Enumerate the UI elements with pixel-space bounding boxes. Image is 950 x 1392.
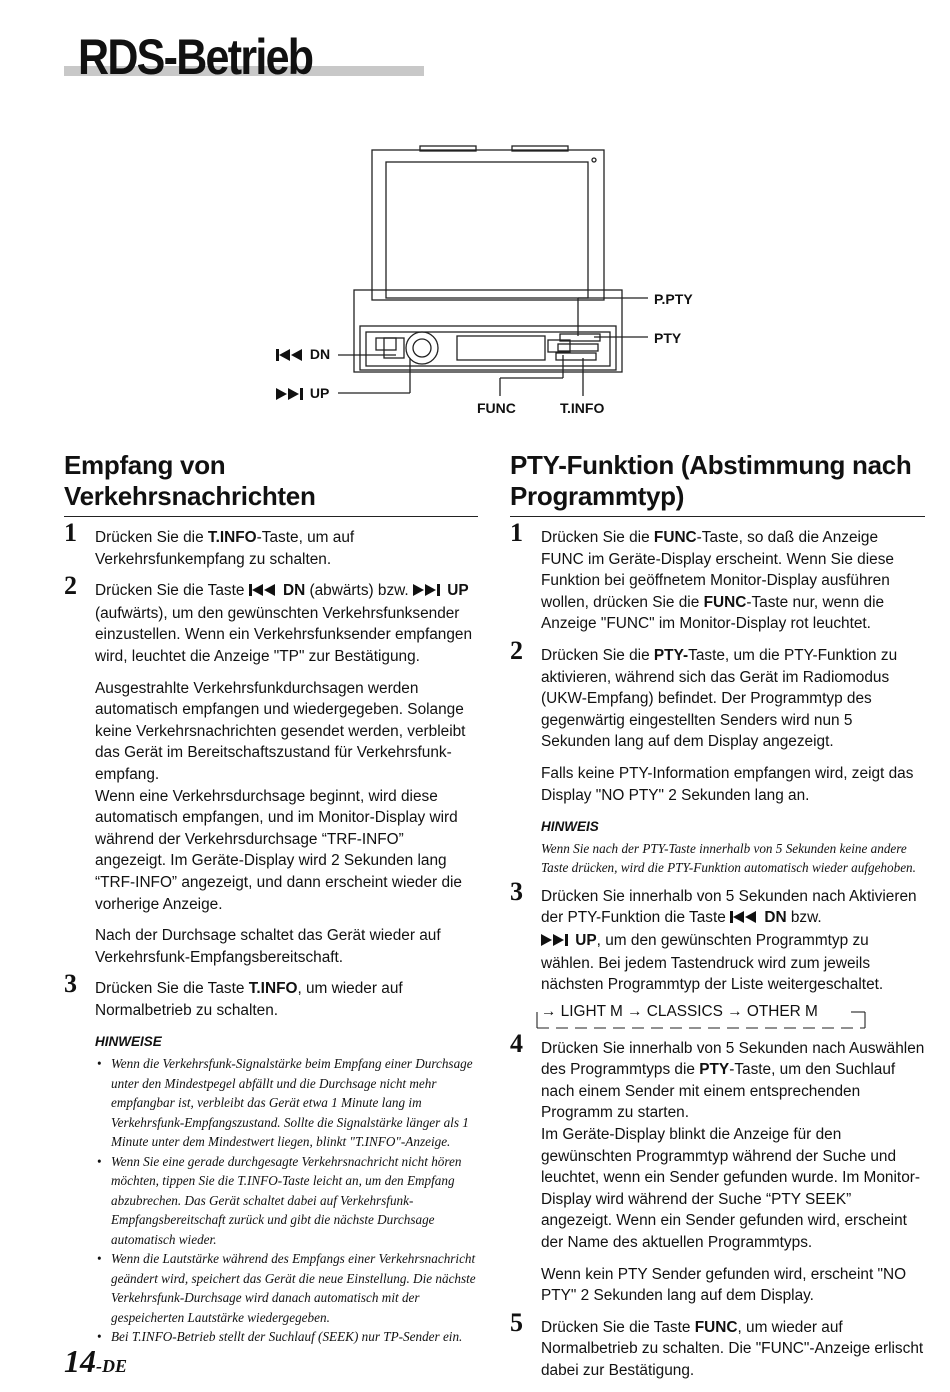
note-item: • Wenn die Verkehrsfunk-Signalstärke beim Empfang einer Durchsage unter den Mindestpegel abfällt und die Durchsage nicht mehr empfangbar ist, verbleibt das Gerät etwa 1 Minute lang im Verkehrsfunk-Empfangszustand. Sollte die Signalstärke länger als 1 Minute unter dem Mindestwert liegen, blinkt "T.INFO"-Anzeige. — [95, 1054, 478, 1152]
step-5: 5 Drücken Sie die Taste FUNC, um wieder auf Normalbetrieb zu schalten. Die "FUNC"-Anzeige erlischt dabei zur Bestätigung. — [510, 1307, 924, 1379]
pty-type: CLASSICS — [646, 1002, 723, 1020]
skip-back-icon — [730, 908, 760, 930]
step-number: 4 — [510, 1028, 523, 1058]
step-number: 1 — [510, 518, 523, 547]
note-item: • Bei T.INFO-Betrieb stellt der Suchlauf (SEEK) nur TP-Sender ein. — [95, 1327, 478, 1347]
skip-forward-icon — [276, 385, 306, 401]
label-pty: PTY — [654, 330, 682, 346]
paragraph: Falls keine PTY-Information empfangen wird, zeigt das Display "NO PTY" 2 Sekunden lang an. — [541, 764, 914, 804]
skip-back-icon — [249, 581, 279, 603]
paragraph: Ausgestrahlte Verkehrsfunkdurchsagen werden automatisch empfangen und wiedergegeben. Solange keine Verkehrsnachrichten gesendet werden, verbleibt das Gerät im Bereitschaftszustand für Verkehrsfunk-empfang. — [95, 679, 466, 783]
label-p-pty: P.PTY — [654, 291, 693, 307]
note-heading: HINWEIS — [541, 819, 599, 835]
step-number: 2 — [64, 571, 77, 601]
skip-forward-icon — [541, 931, 571, 953]
device-illustration — [0, 0, 950, 440]
step-number: 5 — [510, 1307, 523, 1337]
pty-sequence: → LIGHT M → CLASSICS → OTHER M — [541, 1002, 925, 1034]
step-number: 1 — [64, 518, 77, 547]
section-heading-traffic: Empfang von Verkehrsnachrichten — [64, 450, 478, 517]
step-number: 3 — [510, 876, 523, 906]
label-up: UP — [276, 385, 329, 401]
paragraph: Im Geräte-Display blinkt die Anzeige für den gewünschten Programmtyp während der Suche und leuchtet, wenn ein Sender gefunden wurde. Im Monitor-Display wird während der Suche “PTY SEEK” angezeigt. Wenn ein Sender gefunden wird, erscheint der Name des aktuellen Programmtyps. — [541, 1126, 921, 1252]
step-3: 3 Drücken Sie innerhalb von 5 Sekunden nach Aktivieren der PTY-Funktion die Taste DN bzw. UP, um den gewünschten Programmtyp zu wählen. Bei jedem Tastendruck wird zum jeweils nächsten Programmtyp der Liste weitergeschaltet. → LIGHT M → CLASSICS → OTHER M — [510, 886, 925, 1034]
label-t-info: T.INFO — [560, 400, 605, 416]
label-func: FUNC — [477, 400, 516, 416]
notes-heading: HINWEISE — [95, 1034, 162, 1050]
right-column — [510, 450, 925, 1392]
step-3: 3 Drücken Sie die Taste T.INFO, um wieder auf Normalbetrieb zu schalten. HINWEISE • Wenn die Verkehrsfunk-Signalstärke beim Empfang einer Durchsage unter den Mindestpegel abfällt und die Durchsage nicht mehr empfangbar ist, verbleibt das Gerät etwa 1 Minute lang im Verkehrsfunk-Empfangszustand. Sollte die Signalstärke länger als 1 Minute unter dem Mindestwert liegen, blinkt "T.INFO"-Anzeige. • Wenn Sie eine gerade durchgesagte Verkehrsnachricht nicht hören möchten, tippen Sie die T.INFO-Taste leicht an, um den Empfang abzubrechen. Das Gerät schaltet dabei auf Verkehrsfunk-Empfangsbereitschaft zurück und gibt die nächste Durchsage automatisch wieder. • Wenn die Lautstärke während des Empfangs einer Verkehrsnachricht geändert wird, speichert das Gerät die neue Einstellung. Die nächste Verkehrsfunk-Durchsage wird danach automatisch mit der gespeicherten Lautstärke wiedergegeben. • Bei T.INFO-Betrieb stellt der Suchlauf (SEEK) nur TP-Sender ein. — [64, 978, 478, 1346]
note-item: • Wenn die Lautstärke während des Empfangs einer Verkehrsnachricht geändert wird, speichert das Gerät die neue Einstellung. Die nächste Verkehrsfunk-Durchsage wird danach automatisch mit der gespeicherten Lautstärke wiedergegeben. — [95, 1249, 478, 1327]
page-title: RDS-Betrieb — [78, 29, 313, 85]
page-number: 14-DE — [64, 1343, 127, 1379]
step-1: 1 Drücken Sie die FUNC-Taste, so daß die Anzeige FUNC im Geräte-Display erscheint. Wenn Sie diese Funktion bei geöffnetem Monitor-Display ausführen wollen, drücken Sie die FUNC-Taste nur, wenn die Anzeige "FUNC" im Monitor-Display rot leuchtet. — [510, 518, 894, 633]
notes-list — [95, 1054, 478, 1347]
step-1: 1 Drücken Sie die T.INFO-Taste, um auf Verkehrsfunkempfang zu schalten. — [64, 518, 355, 568]
pty-type: LIGHT M — [560, 1002, 623, 1020]
note-text: Wenn Sie nach der PTY-Taste innerhalb von 5 Sekunden keine andere Taste drücken, wird die PTY-Funktion automatisch wieder aufgehoben. — [541, 840, 916, 876]
step-2: 2 Drücken Sie die Taste DN (abwärts) bzw. UP (aufwärts), um den gewünschten Verkehrsfunksender einzustellen. Wenn ein Verkehrsfunksender empfangen wird, leuchtet die Anzeige "TP" zur Bestätigung. Ausgestrahlte Verkehrsfunkdurchsagen werden automatisch empfangen und wiedergegeben. Solange keine Verkehrsnachrichten gesendet werden, verbleibt das Gerät im Bereitschaftszustand für Verkehrsfunk-empfang. Wenn eine Verkehrsdurchsage beginnt, wird diese automatisch empfangen, und im Monitor-Display wird während der Verkehrsdurchsage “TRF-INFO” angezeigt. Im Geräte-Display wird 2 Sekunden lang “TRF-INFO” angezeigt, und dann erscheint wieder die vorherige Anzeige. Nach der Durchsage schaltet das Gerät wieder auf Verkehrsfunk-Empfangsbereitschaft. — [64, 580, 478, 968]
skip-back-icon — [276, 346, 306, 362]
label-dn: DN — [276, 346, 330, 362]
step-4: 4 Drücken Sie innerhalb von 5 Sekunden nach Auswählen des Programmtyps die PTY-Taste, um den Suchlauf nach einem Sender mit einem entsprechenden Programm zu starten. Im Geräte-Display blinkt die Anzeige für den gewünschten Programmtyp während der Suche und leuchtet, wenn ein Sender gefunden wurde. Im Monitor-Display wird während der Suche “PTY SEEK” angezeigt. Wenn ein Sender gefunden wird, erscheint der Name des aktuellen Programmtyps. Wenn kein PTY Sender gefunden wird, erscheint "NO PTY" 2 Sekunden lang auf dem Display. — [510, 1038, 925, 1307]
left-column — [64, 450, 478, 1347]
paragraph: Wenn kein PTY Sender gefunden wird, erscheint "NO PTY" 2 Sekunden lang auf dem Display. — [541, 1265, 907, 1305]
step-number: 3 — [64, 969, 77, 999]
paragraph: Wenn eine Verkehrsdurchsage beginnt, wird diese automatisch empfangen, und im Monitor-Display wird während der Verkehrsdurchsage “TRF-INFO” angezeigt. Im Geräte-Display wird 2 Sekunden lang “TRF-INFO” angezeigt, und dann erscheint wieder die vorherige Anzeige. — [95, 787, 462, 913]
step-number: 2 — [510, 635, 523, 665]
skip-forward-icon — [413, 581, 443, 603]
pty-type: OTHER M — [746, 1002, 818, 1020]
section-heading-pty: PTY-Funktion (Abstimmung nach Programmtyp) — [510, 450, 925, 517]
paragraph: Nach der Durchsage schaltet das Gerät wieder auf Verkehrsfunk-Empfangsbereitschaft. — [95, 927, 441, 966]
step-2: 2 Drücken Sie die PTY-Taste, um die PTY-Funktion zu aktivieren, während sich das Gerät im Radiomodus (UKW-Empfang) befindet. Der Programmtyp des gegenwärtig eingestellten Senders wird nun 5 Sekunden lang auf dem Display angezeigt. Falls keine PTY-Information empfangen wird, zeigt das Display "NO PTY" 2 Sekunden lang an. HINWEIS Wenn Sie nach der PTY-Taste innerhalb von 5 Sekunden keine andere Taste drücken, wird die PTY-Funktion automatisch wieder aufgehoben. — [510, 645, 925, 878]
note-item: • Wenn Sie eine gerade durchgesagte Verkehrsnachricht nicht hören möchten, tippen Sie die T.INFO-Taste leicht an, um den Empfang abzubrechen. Das Gerät schaltet dabei auf Verkehrsfunk-Empfangsbereitschaft zurück und gibt die nächste Durchsage automatisch wieder. — [95, 1152, 478, 1250]
